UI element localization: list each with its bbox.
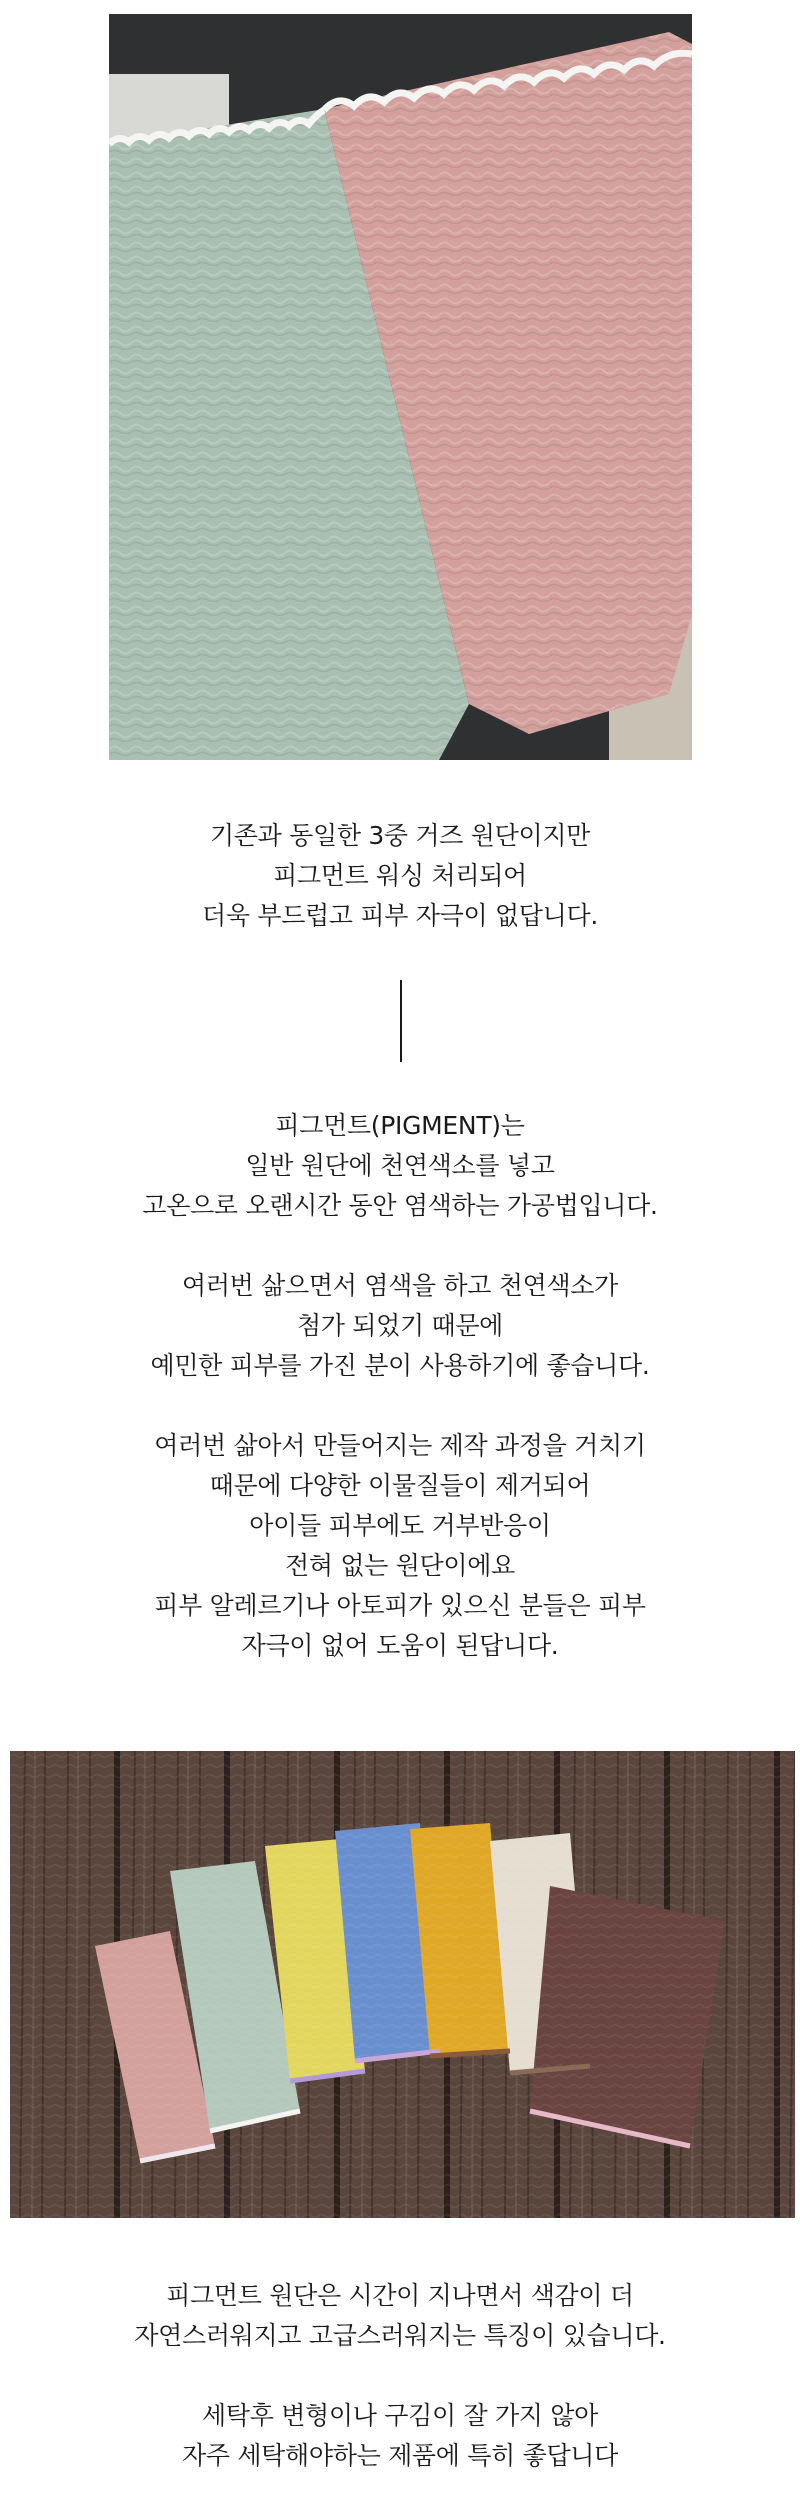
towel-photo-color-row-illustration [10,1751,795,2218]
pigment-line: 피그먼트(PIGMENT)는 [275,1111,525,1140]
intro-line: 더욱 부드럽고 피부 자극이 없답니다. [202,901,598,930]
intro-text [0,816,800,936]
pigment-line: 여러번 삶으면서 염색을 하고 천연색소가 [181,1271,619,1300]
pigment-line: 아이들 피부에도 거부반응이 [249,1511,551,1540]
pigment-line: 고온으로 오랜시간 동안 염색하는 가공법입니다. [142,1191,658,1220]
pigment-line: 전혀 없는 원단이에요 [285,1551,515,1580]
towel-photo-mint-pink [109,14,692,760]
color-change-line: 자연스러워지고 고급스러워지는 특징이 있습니다. [134,2321,666,2350]
pigment-line: 일반 원단에 천연색소를 넣고 [245,1151,555,1180]
color-change-line: 자주 세탁해야하는 제품에 특히 좋답니다 [181,2441,619,2470]
section-divider [400,980,402,1062]
color-change-line: 세탁후 변형이나 구김이 잘 가지 않아 [202,2401,598,2430]
pigment-text [0,1106,800,1666]
pigment-line: 예민한 피부를 가진 분이 사용하기에 좋습니다. [150,1351,650,1380]
color-change-text [0,2276,800,2476]
pigment-line: 때문에 다양한 이물질들이 제거되어 [209,1471,591,1500]
color-change-line: 피그먼트 원단은 시간이 지나면서 색감이 더 [166,2281,634,2310]
towel-photo-color-row [10,1751,795,2218]
pigment-line: 첨가 되었기 때문에 [296,1311,504,1340]
pigment-line: 여러번 삶아서 만들어지는 제작 과정을 거치기 [154,1431,646,1460]
intro-line: 피그먼트 워싱 처리되어 [273,861,527,890]
pigment-line: 피부 알레르기나 아토피가 있으신 분들은 피부 [154,1591,646,1620]
towel-photo-mint-pink-illustration [109,14,692,760]
intro-line: 기존과 동일한 3중 거즈 원단이지만 [209,821,591,850]
pigment-line: 자극이 없어 도움이 된답니다. [241,1631,559,1660]
